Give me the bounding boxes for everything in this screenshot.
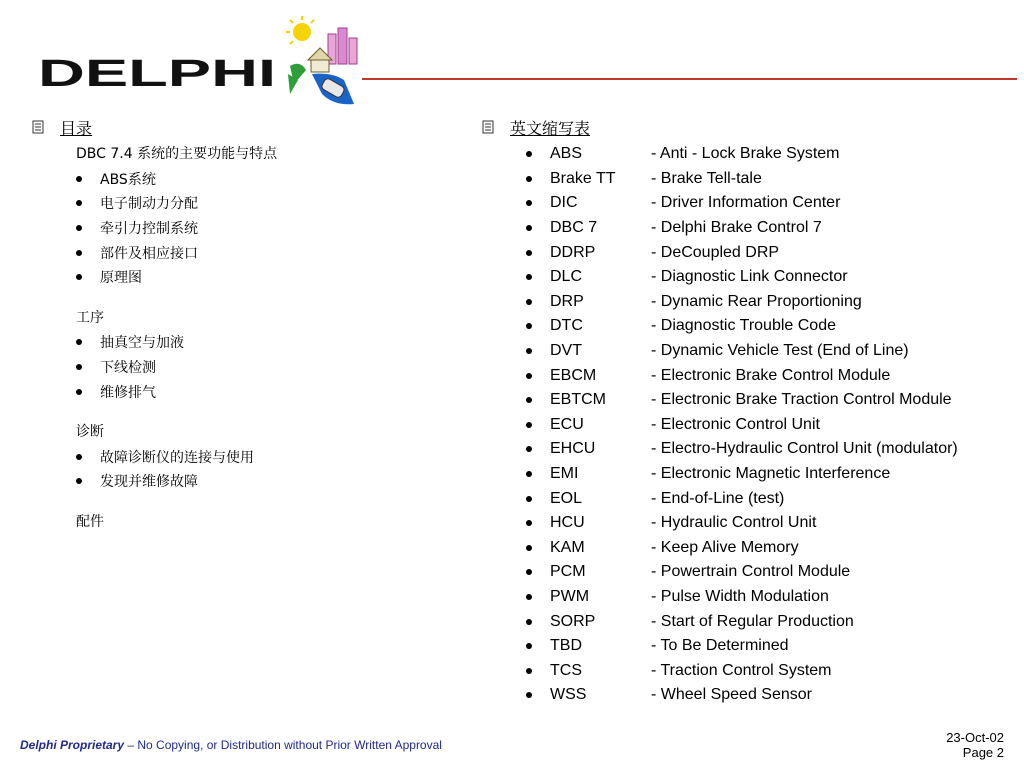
abbreviation-meaning: - Dynamic Rear Proportioning <box>651 292 862 310</box>
section-title: 配件 <box>76 513 104 530</box>
abbreviation-row <box>478 314 1018 339</box>
list-item <box>28 379 448 404</box>
list-item-text: 故障诊断仪的连接与使用 <box>100 449 254 466</box>
abbreviation-meaning: - Electronic Brake Traction Control Module <box>651 391 952 409</box>
abbreviation: PWM <box>550 587 590 605</box>
delphi-logo <box>38 52 278 92</box>
list-item <box>28 167 448 192</box>
abbreviation: DIC <box>550 194 578 212</box>
abbreviation: ECU <box>550 415 584 433</box>
bullet <box>76 339 82 345</box>
abbreviation: DRP <box>550 292 584 310</box>
abbreviation-row <box>478 536 1018 561</box>
abbreviations-heading: 英文缩写表 <box>510 118 591 138</box>
bullet <box>76 389 82 395</box>
abbreviation-row <box>478 191 1018 216</box>
abbreviation-row <box>478 265 1018 290</box>
bullet <box>526 643 532 649</box>
bullet <box>526 471 532 477</box>
abbreviation-meaning: - Wheel Speed Sensor <box>651 686 812 704</box>
abbreviation-row <box>478 585 1018 610</box>
bullet <box>526 619 532 625</box>
bullet <box>526 200 532 206</box>
abbreviation-row <box>478 683 1018 708</box>
list-item <box>28 216 448 241</box>
abbreviation-meaning: - Start of Regular Production <box>651 612 854 630</box>
document-icon <box>482 120 494 134</box>
abbreviation-meaning: - Electronic Brake Control Module <box>651 366 891 384</box>
abbreviation-row <box>478 388 1018 413</box>
abbreviation-row <box>478 290 1018 315</box>
abbreviation: PCM <box>550 563 586 581</box>
abbreviation-meaning: - Pulse Width Modulation <box>651 587 829 605</box>
abbreviation: KAM <box>550 538 585 556</box>
abbreviation-row <box>478 167 1018 192</box>
abbreviation: EOL <box>550 489 583 507</box>
document-icon <box>32 120 44 134</box>
bullet <box>526 397 532 403</box>
abbreviation-row <box>478 240 1018 265</box>
bullet <box>526 176 532 182</box>
bullet <box>526 520 532 526</box>
abbreviation-meaning: - Electronic Magnetic Interference <box>651 465 891 483</box>
bullet <box>526 225 532 231</box>
list-item <box>28 469 448 494</box>
abbreviation-row <box>478 560 1018 585</box>
abbreviation: DVT <box>550 342 582 360</box>
footer-notice <box>20 738 442 752</box>
abbreviation: EMI <box>550 465 579 483</box>
bullet <box>526 274 532 280</box>
abbreviation: DBC 7 <box>550 219 598 237</box>
abbreviation-row <box>478 511 1018 536</box>
list-item <box>28 191 448 216</box>
list-item-text: 维修排气 <box>100 384 156 401</box>
bullet <box>76 274 82 280</box>
abbreviation-meaning: - Diagnostic Trouble Code <box>651 317 836 335</box>
list-item <box>28 355 448 380</box>
bullet <box>526 323 532 329</box>
abbreviation-meaning: - Dynamic Vehicle Test (End of Line) <box>651 342 909 360</box>
abbreviation: ABS <box>550 145 583 163</box>
abbreviation-row <box>478 634 1018 659</box>
abbreviation: HCU <box>550 514 585 532</box>
abbreviation-meaning: - Electro-Hydraulic Control Unit (modulator) <box>651 440 958 458</box>
section-title: DBC 7.4 系统的主要功能与特点 <box>76 146 278 162</box>
bullet <box>526 496 532 502</box>
abbreviation-row <box>478 609 1018 634</box>
bullet <box>526 151 532 157</box>
abbreviation-meaning: - Diagnostic Link Connector <box>651 268 848 286</box>
date: 23-Oct-02 <box>946 730 1004 745</box>
abbreviation-row <box>478 462 1018 487</box>
bullet <box>526 348 532 354</box>
abbreviation-meaning: - Delphi Brake Control 7 <box>651 219 822 237</box>
section-title: 诊断 <box>76 423 104 440</box>
bullet <box>526 569 532 575</box>
page-number: Page 2 <box>962 745 1004 760</box>
abbreviation: DLC <box>550 268 583 286</box>
list-item-text: ABS系统 <box>100 171 156 188</box>
abbreviation-meaning: - Electronic Control Unit <box>651 415 820 433</box>
abbreviation-row <box>478 363 1018 388</box>
list-item-text: 原理图 <box>100 270 142 287</box>
abbreviation-meaning: - Traction Control System <box>651 661 832 679</box>
list-item <box>28 240 448 265</box>
list-item-text: 下线检测 <box>100 360 156 377</box>
bullet <box>526 692 532 698</box>
abbreviation: EBTCM <box>550 391 606 409</box>
bullet <box>526 422 532 428</box>
abbreviation-row <box>478 486 1018 511</box>
list-item <box>28 330 448 355</box>
svg-text:DELPHI: DELPHI <box>38 53 276 92</box>
abbreviation: DDRP <box>550 243 596 261</box>
list-item-text: 抽真空与加液 <box>100 335 184 352</box>
contents-heading-row <box>28 116 448 138</box>
abbreviation: Brake TT <box>550 169 616 187</box>
footer-page-info <box>946 730 1004 760</box>
abbreviation-row <box>478 437 1018 462</box>
abbreviation-list <box>478 142 1018 708</box>
abbreviation-meaning: - Powertrain Control Module <box>651 563 851 581</box>
bullet <box>526 373 532 379</box>
abbreviation: EHCU <box>550 440 596 458</box>
list-item-text: 部件及相应接口 <box>100 245 198 262</box>
abbreviation: TBD <box>550 637 582 655</box>
bullet <box>526 668 532 674</box>
bullet <box>76 454 82 460</box>
bullet <box>526 250 532 256</box>
list-item <box>28 265 448 290</box>
abbreviation: TCS <box>550 661 582 679</box>
bullet <box>76 364 82 370</box>
abbreviation-meaning: - DeCoupled DRP <box>651 243 780 261</box>
abbreviations-heading-row <box>478 116 1018 138</box>
header-rule <box>362 78 1017 80</box>
abbreviation-meaning: - To Be Determined <box>651 637 789 655</box>
bullet <box>526 446 532 452</box>
city-clipart-icon <box>282 14 366 110</box>
bullet <box>76 250 82 256</box>
abbreviation-meaning: - End-of-Line (test) <box>651 489 785 507</box>
list-item <box>28 445 448 470</box>
bullet <box>76 478 82 484</box>
delphi-logo-graphic <box>38 52 278 92</box>
abbreviation-meaning: - Driver Information Center <box>651 194 841 212</box>
abbreviation-meaning: - Keep Alive Memory <box>651 538 799 556</box>
bullet <box>76 176 82 182</box>
abbreviation: EBCM <box>550 366 597 384</box>
abbreviation-meaning: - Hydraulic Control Unit <box>651 514 817 532</box>
abbreviation-row <box>478 142 1018 167</box>
bullet <box>76 225 82 231</box>
bullet <box>526 545 532 551</box>
bullet <box>76 200 82 206</box>
section-title: 工序 <box>76 309 104 326</box>
abbreviation-meaning: - Brake Tell-tale <box>651 169 762 187</box>
list-item-text: 牵引力控制系统 <box>100 221 198 238</box>
bullet <box>526 594 532 600</box>
abbreviation-row <box>478 658 1018 683</box>
list-item-text: 发现并维修故障 <box>100 474 198 491</box>
notice-text: – No Copying, or Distribution without Prior Written Approval <box>124 738 442 752</box>
abbreviation-row <box>478 216 1018 241</box>
abbreviation-meaning: - Anti - Lock Brake System <box>651 145 840 163</box>
contents-heading: 目录 <box>60 118 93 138</box>
contents-column <box>28 116 448 534</box>
abbreviation-row <box>478 339 1018 364</box>
list-item-text: 电子制动力分配 <box>100 196 198 213</box>
bullet <box>526 299 532 305</box>
abbreviation: DTC <box>550 317 583 335</box>
abbreviation: WSS <box>550 686 587 704</box>
abbreviation-row <box>478 413 1018 438</box>
proprietary-label: Delphi Proprietary <box>20 738 125 752</box>
abbreviations-column <box>478 116 1018 708</box>
abbreviation: SORP <box>550 612 596 630</box>
